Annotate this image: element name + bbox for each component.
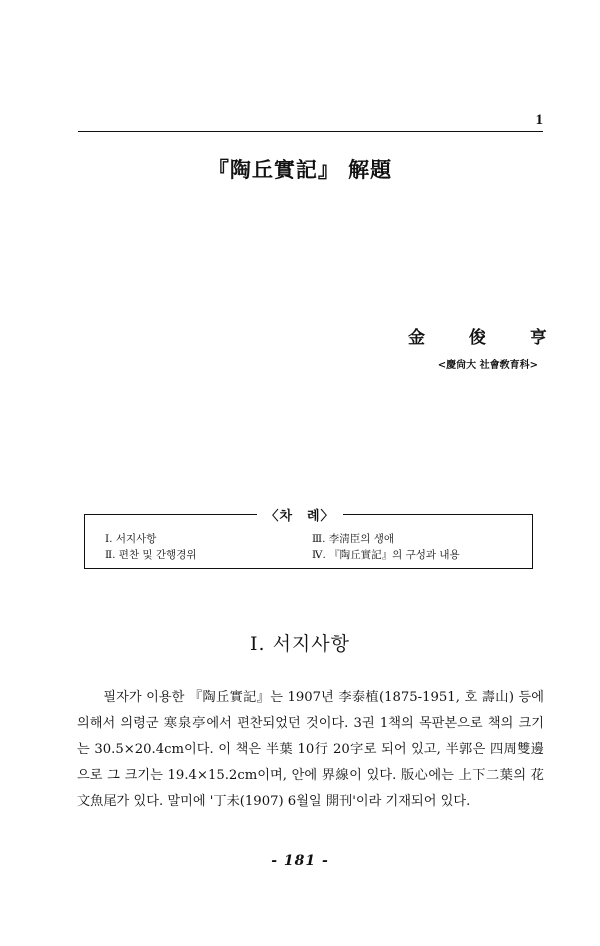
toc-item: Ⅰ. 서지사항 [105, 533, 157, 545]
page-footer-number: - 181 - [271, 853, 329, 869]
toc-item: Ⅱ. 편찬 및 간행경위 [105, 549, 197, 561]
body-paragraph: 필자가 이용한 『陶丘實記』는 1907년 李泰植(1875-1951, 호 壽山) 등에 의해서 의령군 寒泉亭에서 편찬되었던 것이다. 3권 1책의 목판본으로 책의 크기는 30.5×20.4cm이다. 이 책은 半葉 10行 20字로 되어 있고, 半郭은 四周雙邊으로 그 크기는 19.4×15.2cm이며, 안에 界線이 있다. 版心에는 上下二葉의 花文魚尾가 있다. 말미에 '丁未(1907) 6월일 開刊'이라 기재되어 있다. [77, 690, 544, 809]
toc-item: Ⅲ. 李淸臣의 생애 [312, 533, 395, 545]
header-rule [78, 131, 543, 132]
author-name: 金 俊 亨 [408, 328, 566, 348]
section-heading: Ⅰ. 서지사항 [249, 633, 350, 655]
body-text [77, 685, 544, 815]
article-title: 『陶丘實記』 解題 [207, 157, 393, 182]
running-page-number: 1 [535, 112, 543, 128]
toc-item: Ⅳ. 『陶丘實記』의 구성과 내용 [312, 549, 460, 561]
author-affiliation: <慶尙大 社會敎育科> [437, 360, 538, 371]
table-of-contents-heading: 〈차 례〉 [0, 505, 600, 524]
